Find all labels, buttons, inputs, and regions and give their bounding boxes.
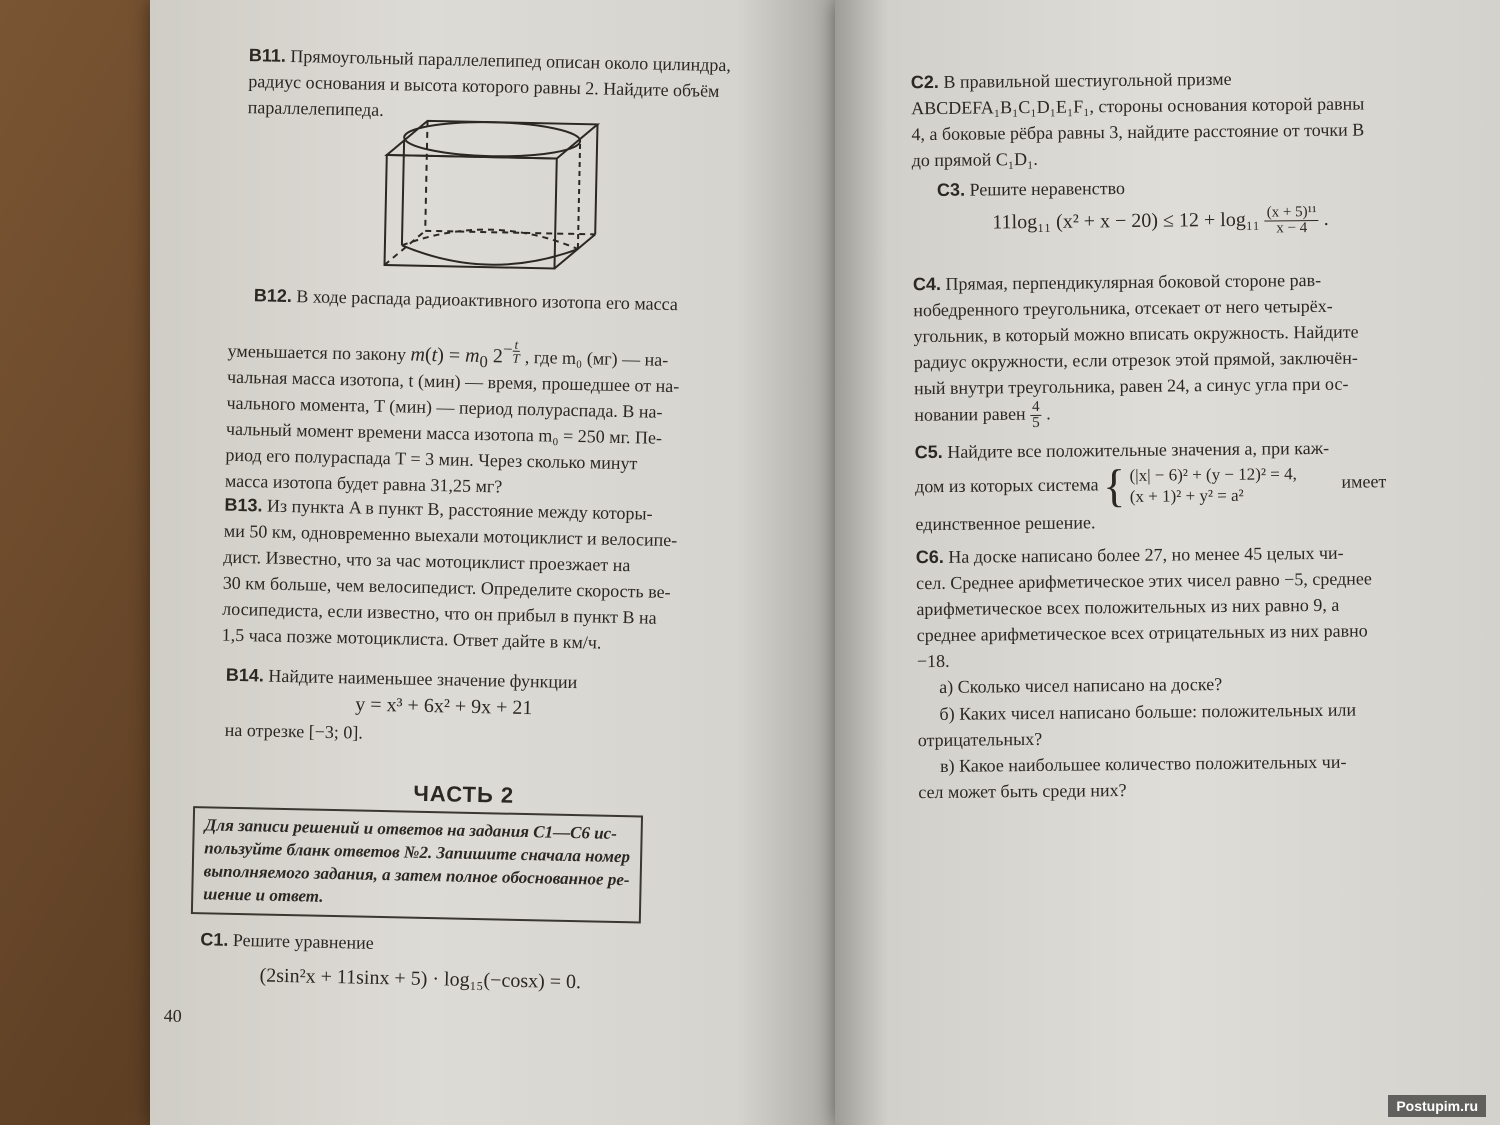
task-c4-line: нобедренного треугольника, отсекает от него четырёх- <box>913 295 1333 321</box>
task-b11-label: B11. <box>248 45 287 66</box>
task-b12-label: B12. <box>253 285 293 307</box>
task-b12-line: чальный момент времени масса изотопа m₀ = 250 мг. Пе- <box>225 418 663 449</box>
cylinder-in-box-figure <box>374 115 617 280</box>
task-c4-last-prefix: новании равен <box>914 404 1026 426</box>
task-c6-question-b-cont: отрицательных? <box>917 728 1043 750</box>
task-c6 <box>916 539 1374 805</box>
task-c3-text: Решите неравенство <box>969 177 1126 200</box>
task-b11-text: Прямоугольный параллелепипед описан около цилиндра, радиус основания и высота которого равны 2. Найдите объём параллелепипеда. <box>247 45 732 121</box>
task-c4-line: ный внутри треугольника, равен 24, а синус угла при ос- <box>913 374 1349 399</box>
task-b14-range: на отрезке [−3; 0]. <box>224 719 364 743</box>
system-brace-icon: { <box>1102 460 1126 512</box>
task-c5-line: Найдите все положительные значения a, при каж- <box>947 437 1330 462</box>
task-b12-rest <box>225 364 680 504</box>
task-c3 <box>937 175 1125 203</box>
task-c5-eq2: (x + 1)² + y² = a² <box>1129 485 1244 507</box>
task-b13-line: 30 км больше, чем велосипедист. Определите скорость ве- <box>222 572 671 603</box>
instructions-line: выполняемого задания, а затем полное обоснованное ре- <box>203 861 630 890</box>
task-b12-formula: $m(t) = m_0$ $2^{- \frac{t}{T}}$ <box>410 336 520 372</box>
task-c5-prefix: дом из которых система <box>914 474 1099 497</box>
task-c3-formula <box>992 205 1329 240</box>
task-c3-label: C3. <box>936 179 966 200</box>
right-page <box>835 0 1500 1125</box>
task-b12-text: В ходе распада радиоактивного изотопа его масса <box>296 286 679 315</box>
task-b14 <box>224 662 577 751</box>
task-b12-line1 <box>254 282 679 317</box>
task-c1-formula: (2sin²x + 11sinx + 5) · log₁₅(−cosx) = 0. <box>259 964 582 994</box>
task-c4-fraction <box>1030 400 1042 431</box>
task-c3-formula-left: 11log₁₁ (x² + x − 20) ≤ 12 + log₁₁ <box>992 208 1260 234</box>
task-c3-formula-end: . <box>1323 207 1329 230</box>
task-c2-label: C2. <box>910 71 939 93</box>
instructions-line: пользуйте бланк ответов №2. Запишите сначала номер <box>204 838 631 867</box>
task-c5-system <box>1129 463 1297 507</box>
task-c4-last-suffix: . <box>1046 403 1051 424</box>
task-c4-frac-den: 5 <box>1032 415 1040 432</box>
task-c4-line: угольник, в который можно вписать окружность. Найдите <box>913 321 1359 347</box>
task-c6-line: −18. <box>916 651 950 672</box>
watermark-logo: Postupim.ru <box>1388 1095 1486 1117</box>
task-b13-line: ми 50 км, одновременно выехали мотоциклист и велосипе- <box>223 520 678 551</box>
task-c6-line: сел. Среднее арифметическое этих чисел равно −5, среднее <box>916 568 1372 594</box>
task-c5 <box>915 434 1387 537</box>
task-c2-line: В правильной шестиугольной призме <box>943 68 1232 92</box>
task-c6-line: арифметическое всех положительных из них равно 9, а <box>916 594 1340 620</box>
task-c4-label: C4. <box>912 273 942 295</box>
task-c4-line: радиус окружности, если отрезок этой прямой, заключён- <box>913 347 1358 373</box>
task-c1 <box>199 926 582 997</box>
task-c3-frac-den: x − 4 <box>1276 220 1308 237</box>
task-c6-line: среднее арифметическое всех отрицательных из них равно <box>916 620 1368 646</box>
left-page <box>150 0 840 1125</box>
task-b12-line: масса изотопа будет равна 31,25 мг? <box>224 471 503 497</box>
task-b12-line: чального момента, T (мин) — период полураспада. В на- <box>226 392 663 422</box>
task-b12-line: риод его полураспада T = 3 мин. Через сколько минут <box>225 444 638 474</box>
page-number: 40 <box>163 1005 182 1026</box>
task-c1-text: Решите уравнение <box>232 929 375 953</box>
task-c6-question-b: б) Каких чисел написано больше: положительных или <box>939 699 1357 724</box>
task-c4 <box>913 267 1360 433</box>
task-b12-formula-suffix: , где m₀ (мг) — на- <box>524 346 669 370</box>
task-c6-label: C6. <box>915 546 944 568</box>
task-b13-line: лосипедиста, если известно, что он прибыл в пункт B на <box>222 599 657 629</box>
task-b13-line: 1,5 часа позже мотоциклиста. Ответ дайте в км/ч. <box>221 625 602 654</box>
task-c3-frac-num: (x + 5)¹¹ <box>1265 205 1319 222</box>
task-c5-suffix: имеет <box>1341 471 1387 492</box>
part-2-title: ЧАСТЬ 2 <box>413 780 515 808</box>
task-c4-line: Прямая, перпендикулярная боковой стороне рав- <box>945 269 1322 294</box>
task-c2-line: 4, а боковые рёбра равны 3, найдите расстояние от точки B <box>911 119 1365 145</box>
task-c6-question-c: в) Какое наибольшее количество положительных чи- <box>939 751 1347 776</box>
task-b12-formula-prefix: уменьшается по закону <box>227 340 407 365</box>
task-c6-line: На доске написано более 27, но менее 45 целых чи- <box>948 542 1344 567</box>
task-b13-label: B13. <box>224 494 263 516</box>
task-c3-fraction <box>1265 205 1319 237</box>
task-b13 <box>221 492 678 658</box>
instructions-box <box>191 806 643 923</box>
task-b13-line: Из пункта A в пункт B, расстояние между которы- <box>266 495 653 524</box>
task-b13-line: дист. Известно, что за час мотоциклист проезжает на <box>223 546 631 576</box>
task-c4-frac-num: 4 <box>1030 400 1042 416</box>
task-c1-label: C1. <box>200 929 229 950</box>
task-b12-line: чальная масса изотопа, t (мин) — время, прошедшее от на- <box>226 366 680 397</box>
task-c5-last: единственное решение. <box>915 512 1096 535</box>
task-c6-question-c-cont: сел может быть среди них? <box>918 779 1127 803</box>
task-c6-question-a: а) Сколько чисел написано на доске? <box>939 674 1223 698</box>
task-c2-line: до прямой C₁D₁. <box>911 149 1038 171</box>
task-b14-label: B14. <box>225 664 265 686</box>
task-c5-label: C5. <box>914 441 943 463</box>
instructions-line: Для записи решений и ответов на задания С1—С6 ис- <box>204 815 618 843</box>
task-c5-eq1: (|x| − 6)² + (y − 12)² = 4, <box>1129 464 1297 485</box>
task-c2 <box>911 64 1365 173</box>
task-b14-formula: y = x³ + 6x² + 9x + 21 <box>355 693 533 720</box>
instructions-line: шение и ответ. <box>203 884 324 906</box>
task-c2-line: ABCDEFA₁B₁C₁D₁E₁F₁, стороны основания которой равны <box>911 93 1365 119</box>
task-b14-text: Найдите наименьшее значение функции <box>268 665 578 693</box>
